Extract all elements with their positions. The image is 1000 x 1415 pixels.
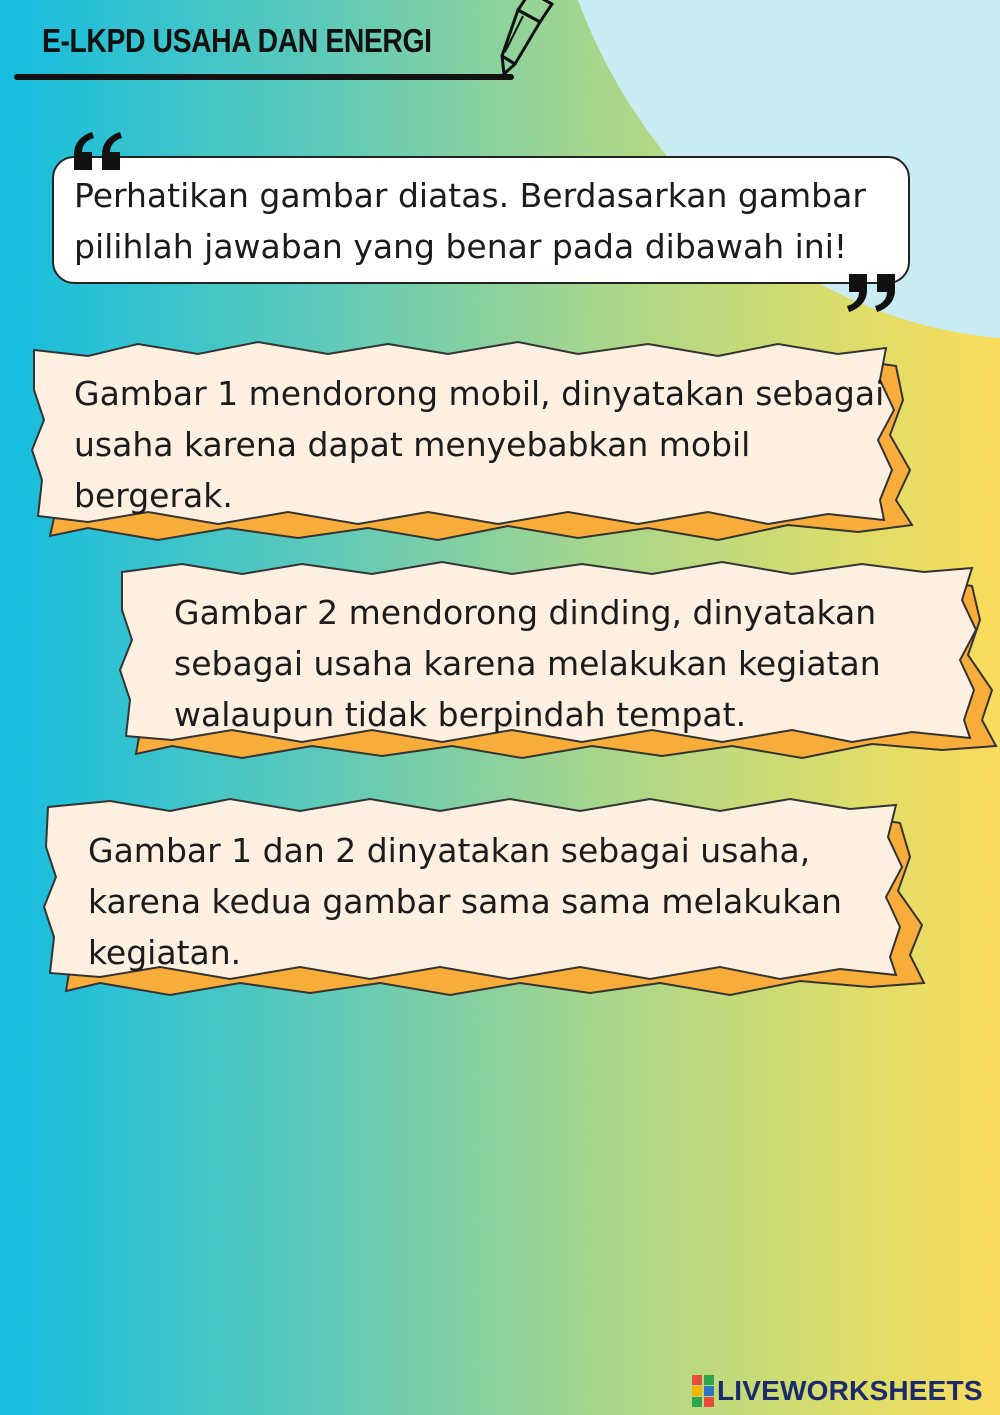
liveworksheets-watermark <box>692 1374 983 1408</box>
option-text <box>74 368 884 521</box>
option-text <box>88 825 842 978</box>
pen-icon <box>490 0 580 80</box>
option-line: Gambar 1 dan 2 dinyatakan sebagai usaha, <box>88 831 811 870</box>
option-line: bergerak. <box>74 476 233 515</box>
option-line: walaupun tidak berpindah tempat. <box>174 695 747 734</box>
answer-option-3[interactable] <box>40 795 930 1005</box>
title-underline <box>14 74 514 80</box>
option-line: Gambar 1 mendorong mobil, dinyatakan sebagai <box>74 374 885 413</box>
close-quote-icon <box>845 270 897 316</box>
option-line: kegiatan. <box>88 933 242 972</box>
instruction-line: pilihlah jawaban yang benar pada dibawah ini! <box>74 227 848 266</box>
instruction-line: Perhatikan gambar diatas. Berdasarkan gambar <box>74 176 866 215</box>
option-text <box>174 587 881 740</box>
liveworksheets-logo-icon <box>692 1375 714 1407</box>
answer-option-1[interactable] <box>28 340 928 550</box>
watermark-text: LIVEWORKSHEETS <box>717 1375 983 1406</box>
option-line: sebagai usaha karena melakukan kegiatan <box>174 644 881 683</box>
option-line: usaha karena dapat menyebabkan mobil <box>74 425 751 464</box>
option-line: karena kedua gambar sama sama melakukan <box>88 882 842 921</box>
open-quote-icon <box>72 128 124 174</box>
answer-option-2[interactable] <box>112 560 1000 770</box>
instruction-text <box>74 170 904 272</box>
option-line: Gambar 2 mendorong dinding, dinyatakan <box>174 593 877 632</box>
page-title: E-LKPD USAHA DAN ENERGI <box>42 22 432 59</box>
